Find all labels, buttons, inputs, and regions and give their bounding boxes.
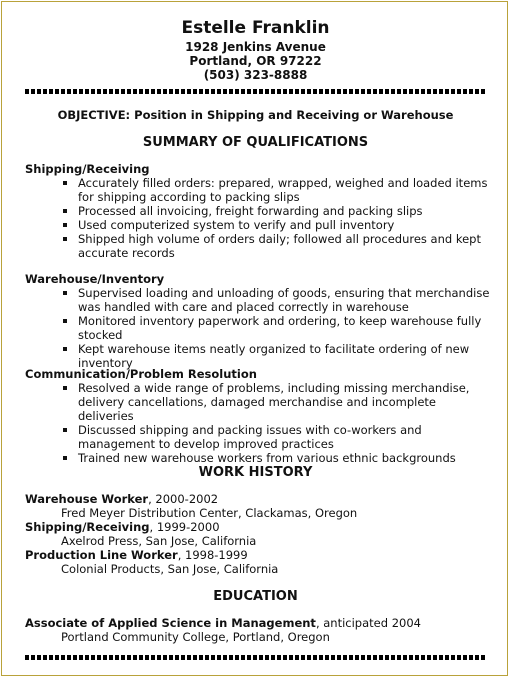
top-dotted-rule — [25, 89, 485, 94]
work-history-list — [25, 492, 495, 576]
education-entry — [25, 616, 495, 644]
qualification-group-shipping — [25, 162, 495, 260]
qualification-group-communication — [25, 367, 495, 465]
job-role: Shipping/Receiving — [25, 520, 150, 534]
bullet-item: Trained new warehouse workers from various ethnic backgrounds — [25, 451, 495, 465]
bullet-item: Shipped high volume of orders daily; followed all procedures and kept accurate records — [25, 232, 495, 260]
job-years: , 1998-1999 — [177, 548, 248, 562]
work-history-title: WORK HISTORY — [198, 465, 313, 480]
applicant-name: Estelle Franklin — [181, 18, 330, 38]
group-heading: Shipping/Receiving — [25, 162, 150, 176]
bullet-item: Used computerized system to verify and pull inventory — [25, 218, 495, 232]
degree-note: , anticipated 2004 — [315, 616, 421, 630]
job-years: , 1999-2000 — [149, 520, 220, 534]
job-years: , 2000-2002 — [148, 492, 219, 506]
bullet-item: Processed all invoicing, freight forwarding and packing slips — [25, 204, 495, 218]
degree-line — [25, 616, 495, 630]
job-employer: Colonial Products, San Jose, California — [61, 562, 279, 576]
group-heading: Communication/Problem Resolution — [25, 367, 257, 381]
job-employer: Fred Meyer Distribution Center, Clackamas, Oregon — [61, 506, 358, 520]
bullet-item: Discussed shipping and packing issues with co-workers and management to develop improved practices — [25, 423, 495, 451]
bullet-item: Resolved a wide range of problems, including missing merchandise, delivery cancellations, damaged merchandise and incomplete deliveries — [25, 381, 495, 423]
bullet-item: Supervised loading and unloading of goods, ensuring that merchandise was handled with care and placed correctly in warehouse — [25, 286, 495, 314]
street-address: 1928 Jenkins Avenue — [185, 40, 326, 54]
bullet-item: Kept warehouse items neatly organized to facilitate ordering of new inventory — [25, 342, 495, 370]
education-title: EDUCATION — [213, 589, 298, 604]
objective-line: OBJECTIVE: Position in Shipping and Receiving or Warehouse — [57, 108, 454, 122]
job-role: Warehouse Worker — [25, 492, 149, 506]
job-employer: Axelrod Press, San Jose, California — [61, 534, 257, 548]
bottom-dotted-rule — [25, 655, 485, 660]
qualification-group-warehouse — [25, 272, 495, 370]
job-title-line — [25, 520, 495, 534]
job-role: Production Line Worker — [25, 548, 178, 562]
bullet-item: Accurately filled orders: prepared, wrapped, weighed and loaded items for shipping according to packing slips — [25, 176, 495, 204]
phone-number: (503) 323-8888 — [203, 68, 308, 82]
job-title-line — [25, 548, 495, 562]
bullet-item: Monitored inventory paperwork and ordering, to keep warehouse fully stocked — [25, 314, 495, 342]
group-heading: Warehouse/Inventory — [25, 272, 165, 286]
job-title-line — [25, 492, 495, 506]
summary-title: SUMMARY OF QUALIFICATIONS — [142, 135, 369, 150]
city-state-zip: Portland, OR 97222 — [189, 54, 322, 68]
degree-name: Associate of Applied Science in Management — [25, 616, 316, 630]
school-name: Portland Community College, Portland, Oregon — [61, 630, 330, 644]
